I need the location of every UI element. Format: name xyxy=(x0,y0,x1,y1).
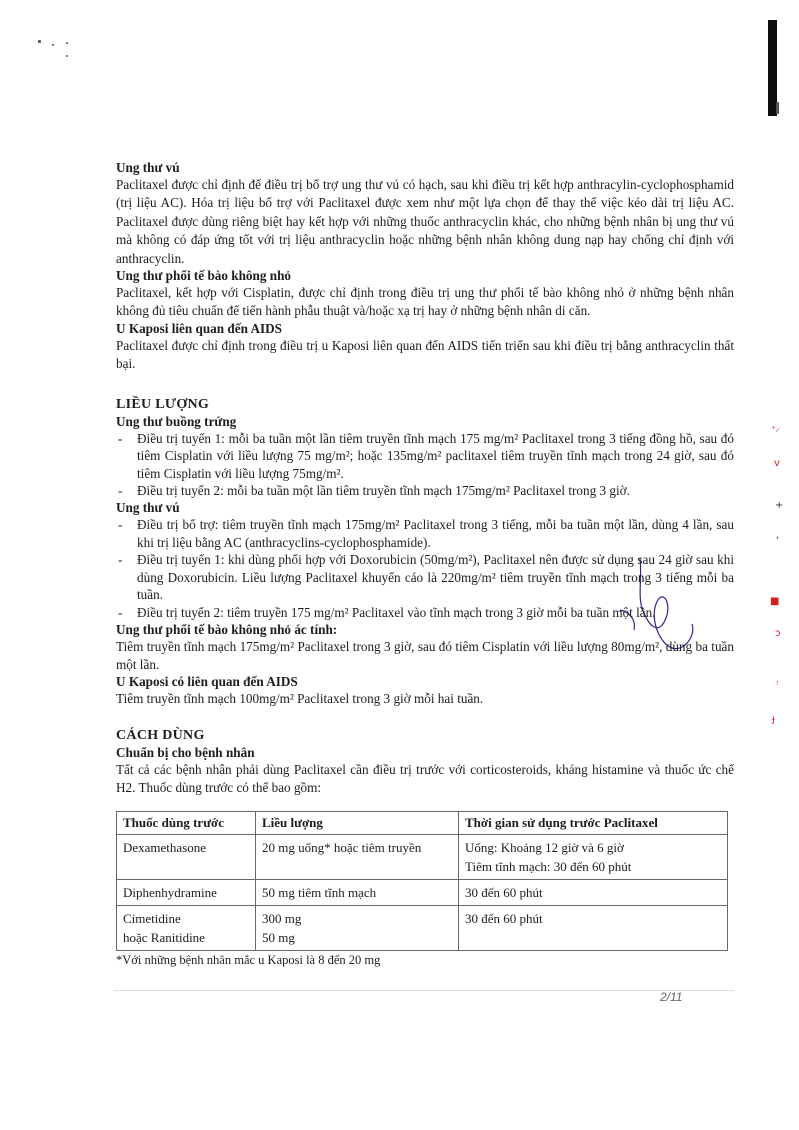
list-item: - Điều trị tuyến 2: tiêm truyền 175 mg/m² Paclitaxel vào tĩnh mạch trong 3 giờ mỗi ba tuần một lần. xyxy=(116,604,734,622)
margin-mark: , xyxy=(776,530,780,541)
usage-title: CÁCH DÙNG xyxy=(116,727,205,743)
table-footnote: *Với những bệnh nhân mắc u Kaposi là 8 đến 20 mg xyxy=(116,952,381,967)
cell-line: 30 đến 60 phút xyxy=(465,884,543,900)
page-number: 2/11 xyxy=(660,990,683,1004)
table-cell xyxy=(459,834,728,879)
kaposi-text: Paclitaxel được chỉ định trong điều trị u Kaposi liên quan đến AIDS tiến triển sau khi điều trị bằng anthracyclin thất bại. xyxy=(116,337,734,372)
lung-cancer-heading: Ung thư phổi tế bào không nhỏ xyxy=(116,268,292,284)
patient-prep-heading: Chuẩn bị cho bệnh nhân xyxy=(116,744,255,760)
table-row xyxy=(117,834,728,879)
cell-line: 50 mg tiêm tĩnh mạch xyxy=(262,884,377,900)
cell-line: Diphenhydramine xyxy=(123,884,217,900)
margin-mark: v xyxy=(774,458,780,469)
table-header-row xyxy=(117,811,728,834)
table-cell xyxy=(117,879,256,905)
margin-mark: ɔ xyxy=(775,628,781,639)
table-cell xyxy=(117,905,256,950)
dosage-lung-heading: Ung thư phổi tế bào không nhỏ ác tính: xyxy=(116,621,338,637)
column-header: Liều lượng xyxy=(256,811,459,834)
column-header: Thời gian sử dụng trước Paclitaxel xyxy=(459,811,728,834)
column-header: Thuốc dùng trước xyxy=(117,811,256,834)
cell-line: 20 mg uống* hoặc tiêm truyền xyxy=(262,839,422,855)
cell-line: Tiêm tĩnh mạch: 30 đến 60 phút xyxy=(465,858,632,874)
dosage-title: LIỀU LƯỢNG xyxy=(116,396,210,412)
breast-cancer-heading: Ung thư vú xyxy=(116,160,180,175)
cell-line: Cimetidine xyxy=(123,910,181,926)
cell-line: 50 mg xyxy=(262,929,295,945)
margin-mark: + xyxy=(775,500,784,511)
dosage-breast-heading: Ung thư vú xyxy=(116,500,180,516)
scan-speck xyxy=(52,44,54,46)
margin-mark: ɟ xyxy=(772,714,775,725)
dosage-breast-list xyxy=(116,516,734,622)
table-cell xyxy=(459,905,728,950)
cell-line: hoặc Ranitidine xyxy=(123,929,205,945)
cell-line: Uống: Khoảng 12 giờ và 6 giờ xyxy=(465,839,624,855)
margin-mark: ꜝ xyxy=(776,680,779,691)
table-cell xyxy=(256,879,459,905)
table-cell xyxy=(256,905,459,950)
dosage-ovarian-list xyxy=(116,430,734,500)
dosage-lung-text: Tiêm truyền tĩnh mạch 175mg/m² Paclitaxel trong 3 giờ, sau đó tiêm Cisplatin với liều lượng 80mg/m², dùng ba tuần một lần. xyxy=(116,638,734,672)
table-row xyxy=(117,879,728,905)
scan-speck xyxy=(66,42,68,44)
table-row xyxy=(117,905,728,950)
lung-cancer-text: Paclitaxel, kết hợp với Cisplatin, được chỉ định trong điều trị ung thư phổi tế bào không nhỏ ở những bệnh nhân không đủ tiêu chuẩn để tiến hành phẫu thuật và/hoặc xạ trị hay ở những bệnh nhân di căn. xyxy=(116,285,734,319)
dosage-kaposi-text: Tiêm truyền tĩnh mạch 100mg/m² Paclitaxel trong 3 giờ mỗi hai tuần. xyxy=(116,691,484,707)
footer-divider xyxy=(114,990,734,991)
kaposi-heading: U Kaposi liên quan đến AIDS xyxy=(116,320,283,336)
scan-speck xyxy=(776,102,779,114)
list-item: - Điều trị tuyến 1: mỗi ba tuần một lần tiêm truyền tĩnh mạch 175 mg/m² Paclitaxel trong 3 tiếng đồng hồ, sau đó tiêm Cisplatin với liều lượng 75 mg/m²; hoặc 135mg/m² paclitaxel tiêm truyền tĩnh mạch trong 24 giờ, sau đó tiêm Cisplatin với liều lượng 75mg/m². xyxy=(116,430,734,483)
premedication-table xyxy=(116,811,728,951)
margin-mark: ꞏ⸝ xyxy=(772,423,781,434)
breast-cancer-text: Paclitaxel được chỉ định để điều trị bổ trợ ung thư vú có hạch, sau khi điều trị kết hợp anthracylin-cyclophosphamid (trị liệu AC). Hóa trị liệu bổ trợ với Paclitaxel được xem như một lựa chọn để thay thế việc kéo dài trị liệu AC. Paclitaxel được dùng riêng biệt hay kết hợp với những thuốc anthracyclin khác, cho những bệnh nhân bị ung thư vú mà không có đáp ứng tốt với trị liệu anthracyclin hoặc những bệnh nhân không dung nạp hay chống chỉ định với anthracyclin. xyxy=(116,177,734,266)
table-cell xyxy=(117,834,256,879)
cell-line: 300 mg xyxy=(262,910,302,926)
document-content xyxy=(116,160,734,968)
table-cell xyxy=(459,879,728,905)
list-item: - Điều trị bổ trợ: tiêm truyền tĩnh mạch 175mg/m² Paclitaxel trong 3 tiếng, mỗi ba tuần một lần, dùng 4 lần, sau khi trị liệu bằng AC (anthracyclins-cyclophosphamide). xyxy=(116,516,734,551)
cell-line: 30 đến 60 phút xyxy=(465,910,543,926)
scan-speck xyxy=(66,55,68,57)
cell-line: Dexamethasone xyxy=(123,839,207,855)
scan-speck xyxy=(38,40,41,43)
margin-mark: ■ xyxy=(770,596,780,607)
dosage-ovarian-heading: Ung thư buồng trứng xyxy=(116,413,237,429)
dosage-kaposi-heading: U Kaposi có liên quan đến AIDS xyxy=(116,674,298,690)
table-cell xyxy=(256,834,459,879)
patient-prep-text: Tất cả các bệnh nhân phải dùng Paclitaxel cần điều trị trước với corticosteroids, kháng histamine và thuốc ức chế H2. Thuốc dùng trước có thể bao gồm: xyxy=(116,761,734,796)
list-item: - Điều trị tuyến 2: mỗi ba tuần một lần tiêm truyền tĩnh mạch 175mg/m² Paclitaxel trong 3 giờ. xyxy=(116,482,734,500)
list-item: - Điều trị tuyến 1: khi dùng phối hợp với Doxorubicin (50mg/m²), Paclitaxel nên được sử dụng sau 24 giờ sau khi dùng Doxorubicin. Liều lượng Paclitaxel khuyến cáo là 220mg/m² tiêm truyền tĩnh mạch trong 3 tiếng mỗi ba tuần. xyxy=(116,551,734,604)
